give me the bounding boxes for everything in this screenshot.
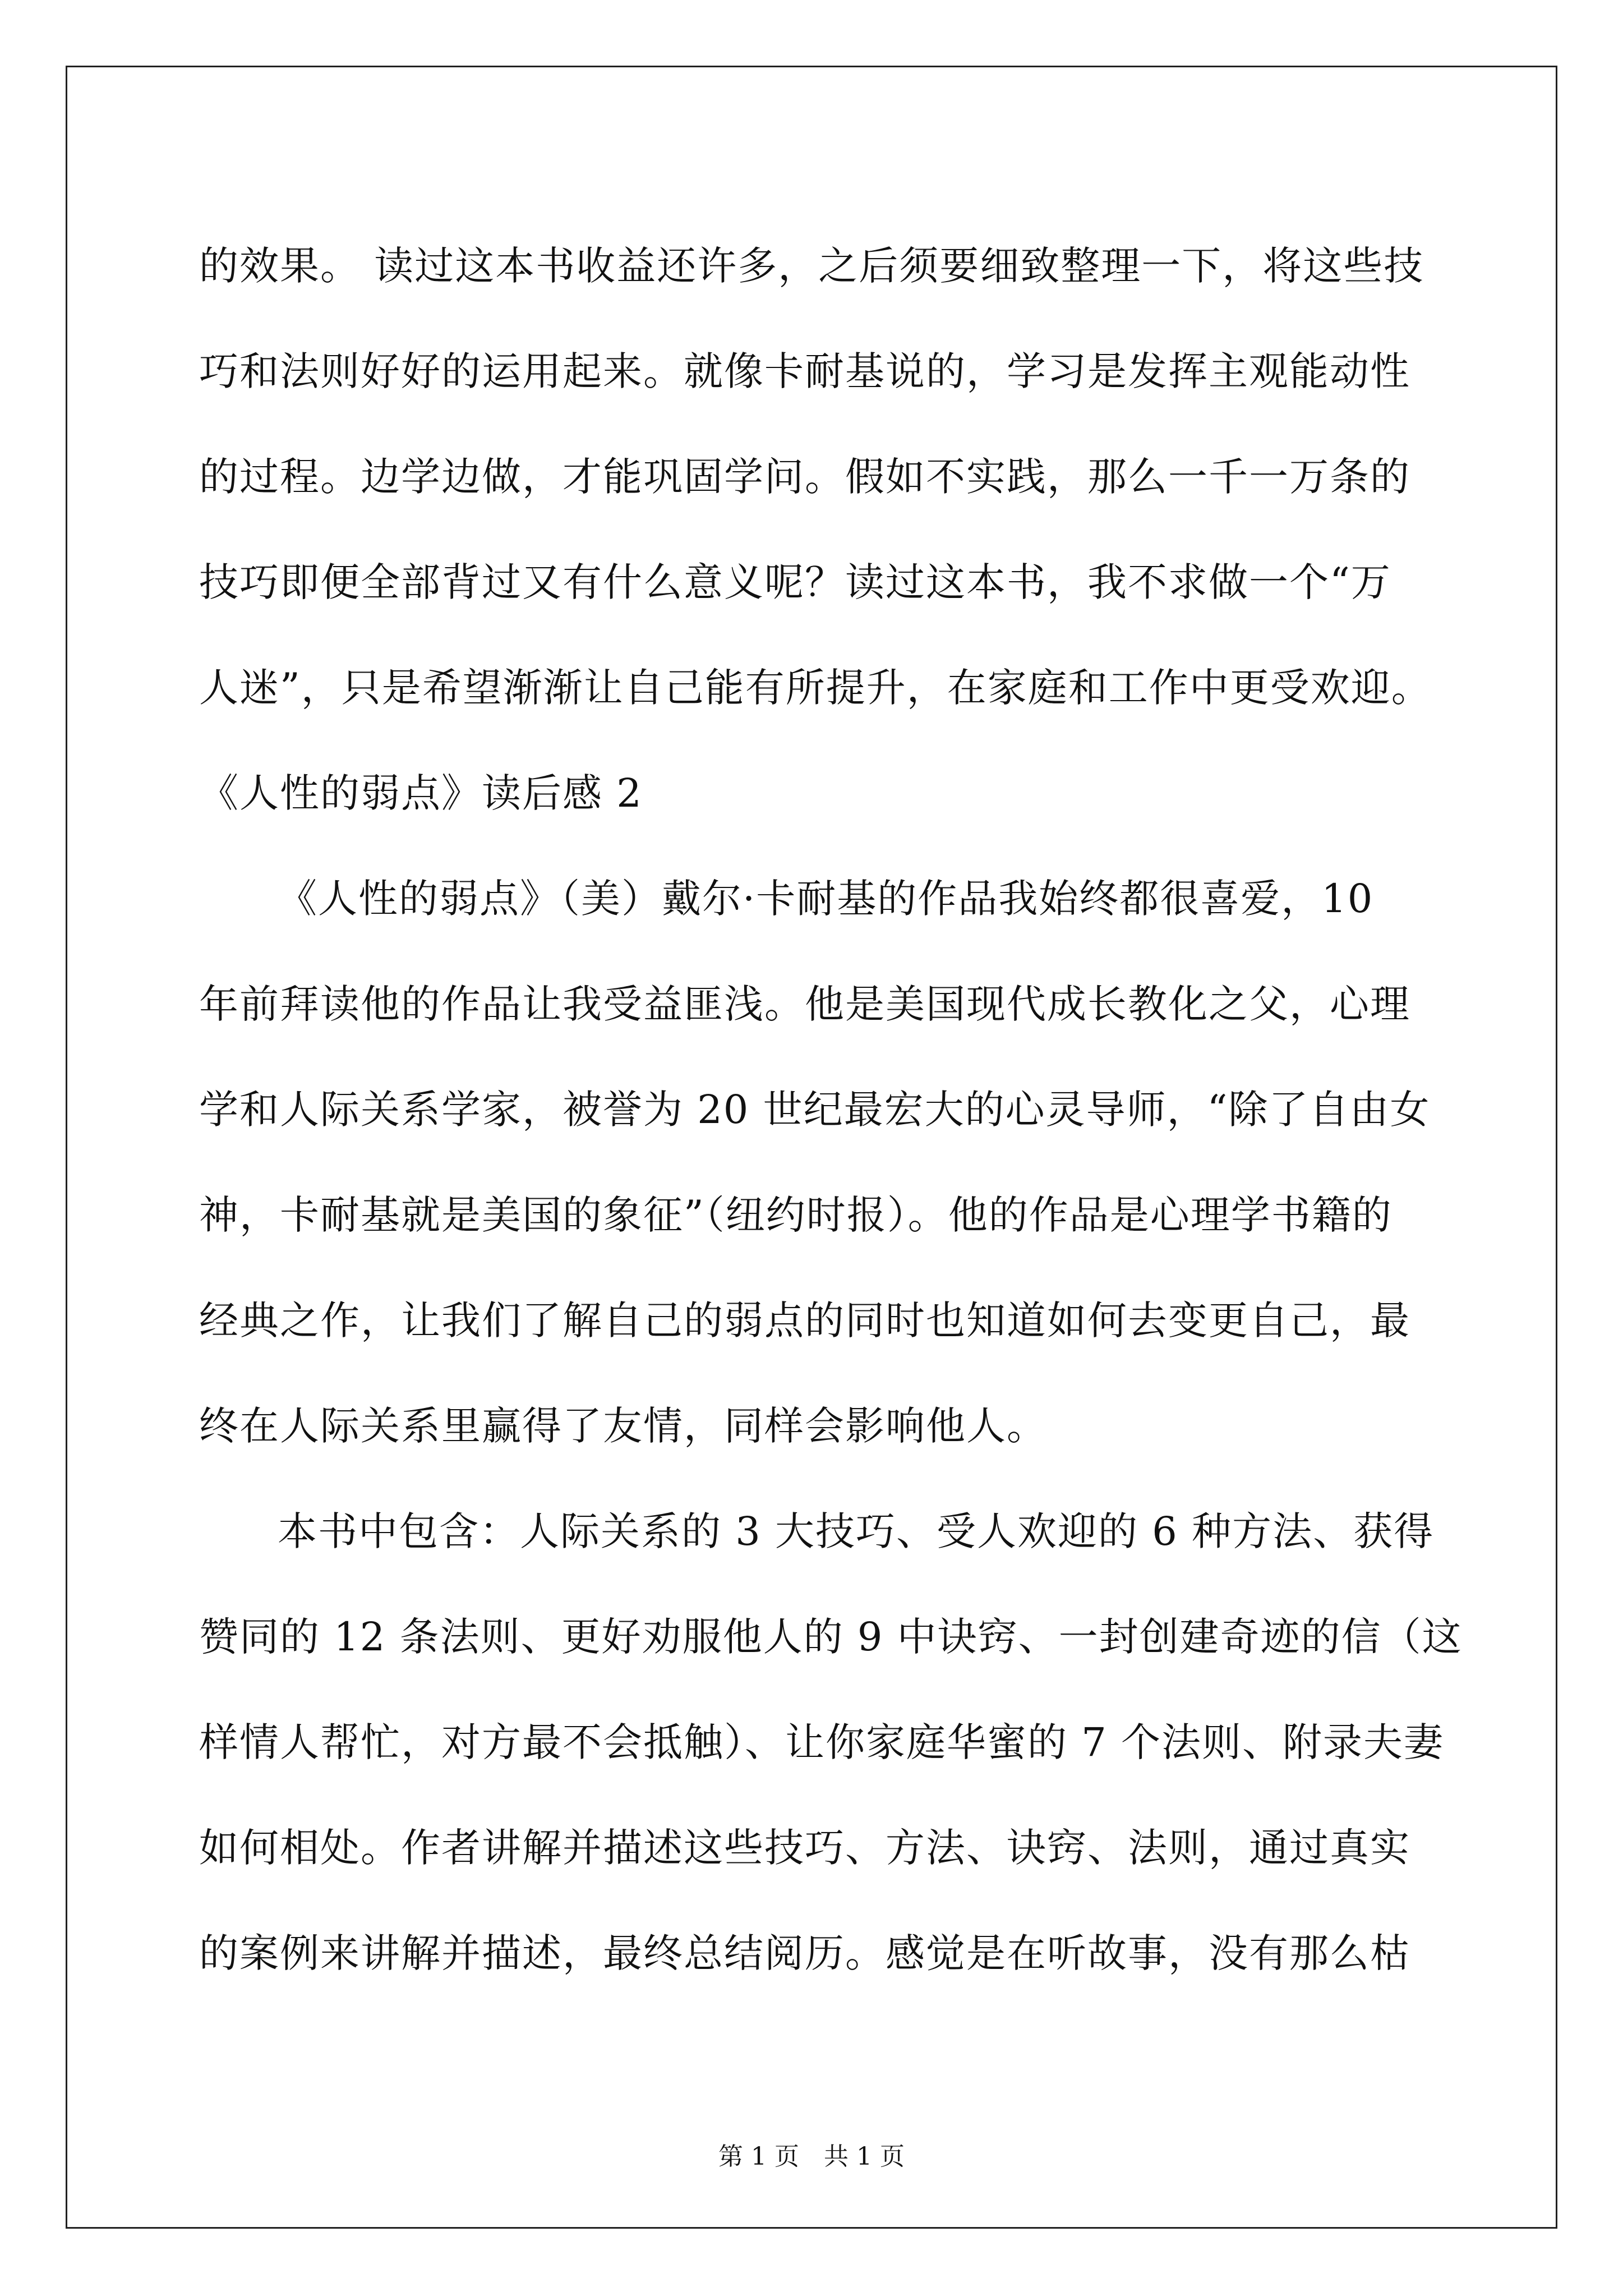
text-line: 技巧即便全部背过又有什么意义呢？读过这本书，我不求做一个“万 xyxy=(199,559,1391,605)
text-line: 《人性的弱点》（美）戴尔·卡耐基的作品我始终都很喜爱，10 xyxy=(278,876,1374,922)
text-line: 学和人际关系学家，被誉为 20 世纪最宏大的心灵导师，“除了自由女 xyxy=(199,1087,1431,1133)
text-line: 赞同的 12 条法则、更好劝服他人的 9 中诀窍、一封创建奇迹的信（这 xyxy=(199,1614,1463,1660)
page-footer: 第 1 页 共 1 页 xyxy=(718,2142,905,2171)
text-line: 的案例来讲解并描述，最终总结阅历。感觉是在听故事，没有那么枯 xyxy=(199,1930,1410,1976)
text-line: 终在人际关系里赢得了友情，同样会影响他人。 xyxy=(199,1403,1047,1449)
section-heading: 《人性的弱点》读后感 2 xyxy=(199,770,643,816)
text-line: 年前拜读他的作品让我受益匪浅。他是美国现代成长教化之父，心理 xyxy=(199,981,1410,1027)
text-line: 经典之作，让我们了解自己的弱点的同时也知道如何去变更自己，最 xyxy=(199,1297,1410,1343)
text-line: 巧和法则好好的运用起来。就像卡耐基说的，学习是发挥主观能动性 xyxy=(199,348,1410,394)
text-line: 人迷”，只是希望渐渐让自己能有所提升，在家庭和工作中更受欢迎。 xyxy=(199,665,1432,711)
text-line: 的过程。边学边做，才能巩固学问。假如不实践，那么一千一万条的 xyxy=(199,454,1410,500)
text-line: 的效果。 读过这本书收益还许多，之后须要细致整理一下，将这些技 xyxy=(199,243,1424,289)
text-line: 神，卡耐基就是美国的象征”（纽约时报）。他的作品是心理学书籍的 xyxy=(199,1192,1393,1238)
document-body xyxy=(199,213,1463,2006)
text-line: 样情人帮忙，对方最不会抵触）、让你家庭华蜜的 7 个法则、附录夫妻 xyxy=(199,1719,1445,1765)
text-line: 如何相处。作者讲解并描述这些技巧、方法、诀窍、法则，通过真实 xyxy=(199,1825,1410,1871)
text-line: 本书中包含：人际关系的 3 大技巧、受人欢迎的 6 种方法、获得 xyxy=(278,1508,1435,1554)
